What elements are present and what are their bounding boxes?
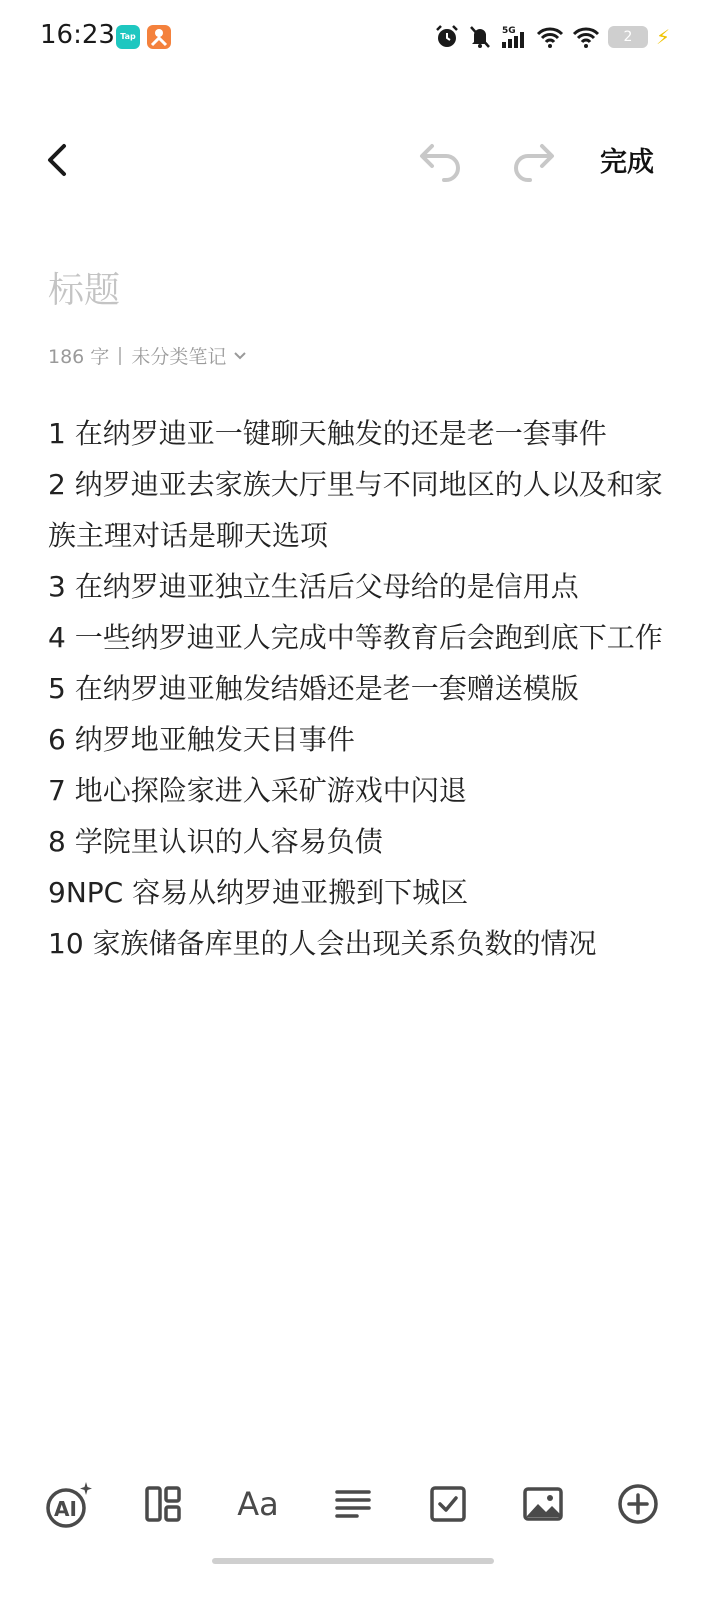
alarm-icon bbox=[434, 24, 460, 50]
layout-icon bbox=[143, 1484, 183, 1524]
signal-5g-icon bbox=[500, 24, 528, 50]
top-toolbar bbox=[0, 120, 720, 200]
ai-icon bbox=[42, 1478, 94, 1530]
redo-button[interactable] bbox=[508, 136, 558, 184]
image-icon bbox=[522, 1484, 564, 1524]
checkbox-icon bbox=[428, 1484, 468, 1524]
note-line: 5 在纳罗迪亚触发结婚还是老一套赠送模版 bbox=[48, 672, 579, 705]
status-icons bbox=[434, 22, 670, 52]
checklist-button[interactable] bbox=[422, 1478, 474, 1530]
text-format-icon: Aa bbox=[237, 1485, 279, 1523]
wifi-icon bbox=[572, 24, 600, 50]
note-line: 10 家族储备库里的人会出现关系负数的情况 bbox=[48, 927, 597, 960]
status-bar bbox=[0, 0, 720, 76]
home-indicator[interactable] bbox=[212, 1558, 494, 1564]
ai-button[interactable] bbox=[42, 1478, 94, 1530]
wifi-icon bbox=[536, 24, 564, 50]
note-line: 7 地心探险家进入采矿游戏中闪退 bbox=[48, 774, 467, 807]
back-button[interactable] bbox=[40, 138, 80, 182]
undo-button[interactable] bbox=[416, 136, 466, 184]
note-meta bbox=[48, 342, 248, 369]
add-button[interactable] bbox=[612, 1478, 664, 1530]
meta-divider bbox=[119, 347, 121, 365]
bottom-toolbar bbox=[0, 1472, 720, 1536]
battery-icon: 2 bbox=[608, 26, 648, 48]
mute-icon bbox=[468, 24, 492, 50]
charging-icon: ⚡ bbox=[655, 25, 670, 49]
layout-button[interactable] bbox=[137, 1478, 189, 1530]
note-line: 1 在纳罗迪亚一键聊天触发的还是老一套事件 bbox=[48, 417, 607, 450]
note-line: 2 纳罗迪亚去家族大厅里与不同地区的人以及和家族主理对话是聊天选项 bbox=[48, 468, 663, 552]
add-icon bbox=[616, 1482, 660, 1526]
note-line: 4 一些纳罗迪亚人完成中等教育后会跑到底下工作 bbox=[48, 621, 663, 654]
text-format-button[interactable] bbox=[232, 1478, 284, 1530]
note-body-editor[interactable] bbox=[48, 408, 668, 969]
taptap-app-icon: Tap bbox=[116, 25, 140, 49]
chevron-down-icon[interactable] bbox=[232, 348, 248, 364]
image-button[interactable] bbox=[517, 1478, 569, 1530]
notification-app-icon bbox=[147, 25, 171, 49]
done-button[interactable]: 完成 bbox=[600, 147, 654, 178]
note-line: 8 学院里认识的人容易负债 bbox=[48, 825, 383, 858]
category-selector[interactable]: 未分类笔记 bbox=[131, 346, 227, 368]
note-title-input[interactable]: 标题 bbox=[48, 270, 121, 311]
note-line: 6 纳罗地亚触发天目事件 bbox=[48, 723, 355, 756]
redo-icon bbox=[508, 136, 558, 184]
align-button[interactable] bbox=[327, 1478, 379, 1530]
status-time: 16:23 bbox=[40, 20, 115, 50]
note-line: 9NPC 容易从纳罗迪亚搬到下城区 bbox=[48, 876, 469, 909]
word-count: 186 字 bbox=[48, 346, 110, 368]
svg-text:AI: AI bbox=[54, 1497, 77, 1521]
undo-icon bbox=[416, 136, 466, 184]
align-icon bbox=[333, 1484, 373, 1524]
note-line: 3 在纳罗迪亚独立生活后父母给的是信用点 bbox=[48, 570, 579, 603]
svg-text:5G: 5G bbox=[501, 26, 516, 36]
back-icon bbox=[40, 138, 80, 182]
